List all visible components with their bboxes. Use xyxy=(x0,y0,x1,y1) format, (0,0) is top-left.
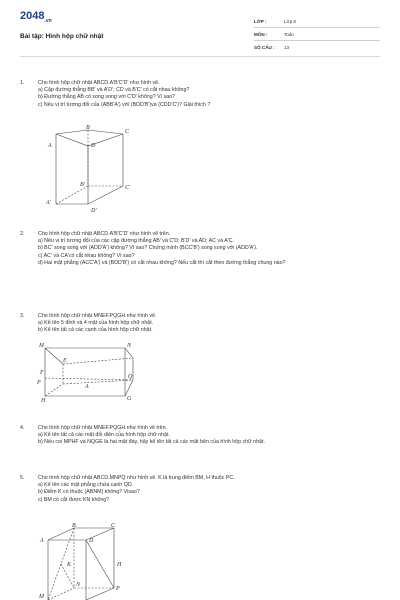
vertex-label: B xyxy=(86,125,90,131)
vertex-label: A xyxy=(48,143,52,149)
vertex-label: B' xyxy=(80,182,85,188)
question-line: d) Hai mặt phẳng (ACC'A') và (BDD'B') có cắt nhau không? Nếu cắt thì cắt theo đường thẳng chung nào? xyxy=(38,259,286,266)
question-number: 4. xyxy=(20,425,25,431)
question-line: b) BC' song song với (ADD'A') không? Vì sao? Chứng minh (BCC'B') song song với (ADD'A'). xyxy=(38,245,258,252)
vertex-label: C xyxy=(111,523,116,529)
vertex-label: N xyxy=(76,582,81,588)
question-line: Cho hình hộp chữ nhật ABCD.MNPQ như hình vẽ. K là trung điểm BM, H thuộc PC. xyxy=(38,475,235,481)
question-3 xyxy=(20,313,370,335)
vertex-label: A xyxy=(85,384,89,390)
vertex-label: G xyxy=(127,396,132,402)
vertex-label: K xyxy=(67,562,72,568)
question-line: Cho hình hộp chữ nhật MNEF.PQGH như hình vẽ. xyxy=(38,313,157,319)
vertex-label: D xyxy=(91,143,96,149)
figure-5-cuboid xyxy=(34,520,134,600)
vertex-label: B xyxy=(72,523,76,529)
question-line: b) Kể tên tất cả các cạnh của hình hộp chữ nhật. xyxy=(38,327,153,334)
question-line: Cho hình hộp chữ nhật MNEF.PQGH như hình vẽ trên. xyxy=(38,425,167,431)
question-line: c) Nêu vị trí tương đối của (ABB'A') với (BDD'B')và (CDD'C')? Giải thích ? xyxy=(38,101,211,108)
vertex-label: A' xyxy=(46,200,51,206)
meta-count: SỐ CÂU : 13 xyxy=(254,45,290,50)
vertex-label: C' xyxy=(125,185,131,191)
vertex-label: H xyxy=(41,398,46,404)
question-line: a) Cặp đường thẳng BB' và A'D'; CD và B'C' có cắt nhau không? xyxy=(38,87,190,94)
question-line: b) Nếu coi MPHF và NQGE là hai mặt đáy, hãy kể tên tất cả các mặt bên của hình hộp chữ nhật. xyxy=(38,439,265,446)
meta-divider xyxy=(254,27,380,28)
question-number: 5. xyxy=(20,475,25,481)
header-divider xyxy=(20,56,380,57)
vertex-label: N xyxy=(127,343,132,349)
figure-3-cuboid xyxy=(33,340,143,408)
vertex-label: M xyxy=(39,594,44,600)
vertex-label: A xyxy=(40,538,44,544)
site-logo[interactable]: $2048_{.vn}$ xyxy=(20,10,52,25)
question-5 xyxy=(20,475,370,504)
question-line: a) Nêu vị trí tương đối của các cặp đường thẳng AB' và C'D; B'D' và AD; AC và A'C. xyxy=(38,238,235,245)
vertex-label: D xyxy=(89,538,94,544)
question-4 xyxy=(20,425,370,447)
question-line: b) Đường thẳng AB có song song với C'D' không? Vì sao? xyxy=(38,94,176,101)
vertex-label: M xyxy=(39,343,44,349)
page-title: Bài tập: Hình hộp chữ nhật xyxy=(20,33,104,40)
vertex-label: E xyxy=(63,358,67,364)
question-number: 2. xyxy=(20,231,25,237)
meta-divider xyxy=(254,40,380,41)
vertex-label: H xyxy=(117,562,122,568)
question-line: b) Điểm K có thuộc (ABNM) không? Visao? xyxy=(38,489,140,496)
question-line: Cho hình hộp chữ nhật ABCD.A'B'C'D' như hình vẽ. xyxy=(38,80,160,86)
meta-class: LỚP : Lớp 8 xyxy=(254,19,296,24)
vertex-label: D' xyxy=(91,208,97,214)
question-1 xyxy=(20,80,370,109)
question-line: c) BM có cắt được KN không? xyxy=(38,496,110,503)
vertex-label: C xyxy=(125,129,130,135)
vertex-label: P xyxy=(37,380,41,386)
vertex-label: Q xyxy=(128,374,133,380)
question-line: a) Kể tên tất cả các mặt đối diện của hình hộp chữ nhật. xyxy=(38,432,170,439)
question-line: a) Kể tên 5 đỉnh và 4 mặt của hình hộp chữ nhật. xyxy=(38,320,154,327)
question-line: a) Kể tên các mặt phẳng chứa cạnh QD. xyxy=(38,482,134,489)
question-2 xyxy=(20,231,370,267)
question-line: Cho hình hộp chữ nhật ABCD.A'B'C'D' như hình vẽ trên. xyxy=(38,231,171,237)
question-number: 1. xyxy=(20,80,25,86)
question-number: 3. xyxy=(20,313,25,319)
vertex-label: P xyxy=(116,586,120,592)
figure-1-cuboid xyxy=(36,124,146,216)
question-line: c) AC' và CA'có cắt nhau không? Vì sao? xyxy=(38,252,135,259)
meta-subject: MÔN : Toán xyxy=(254,32,294,37)
vertex-label: F xyxy=(40,370,44,376)
